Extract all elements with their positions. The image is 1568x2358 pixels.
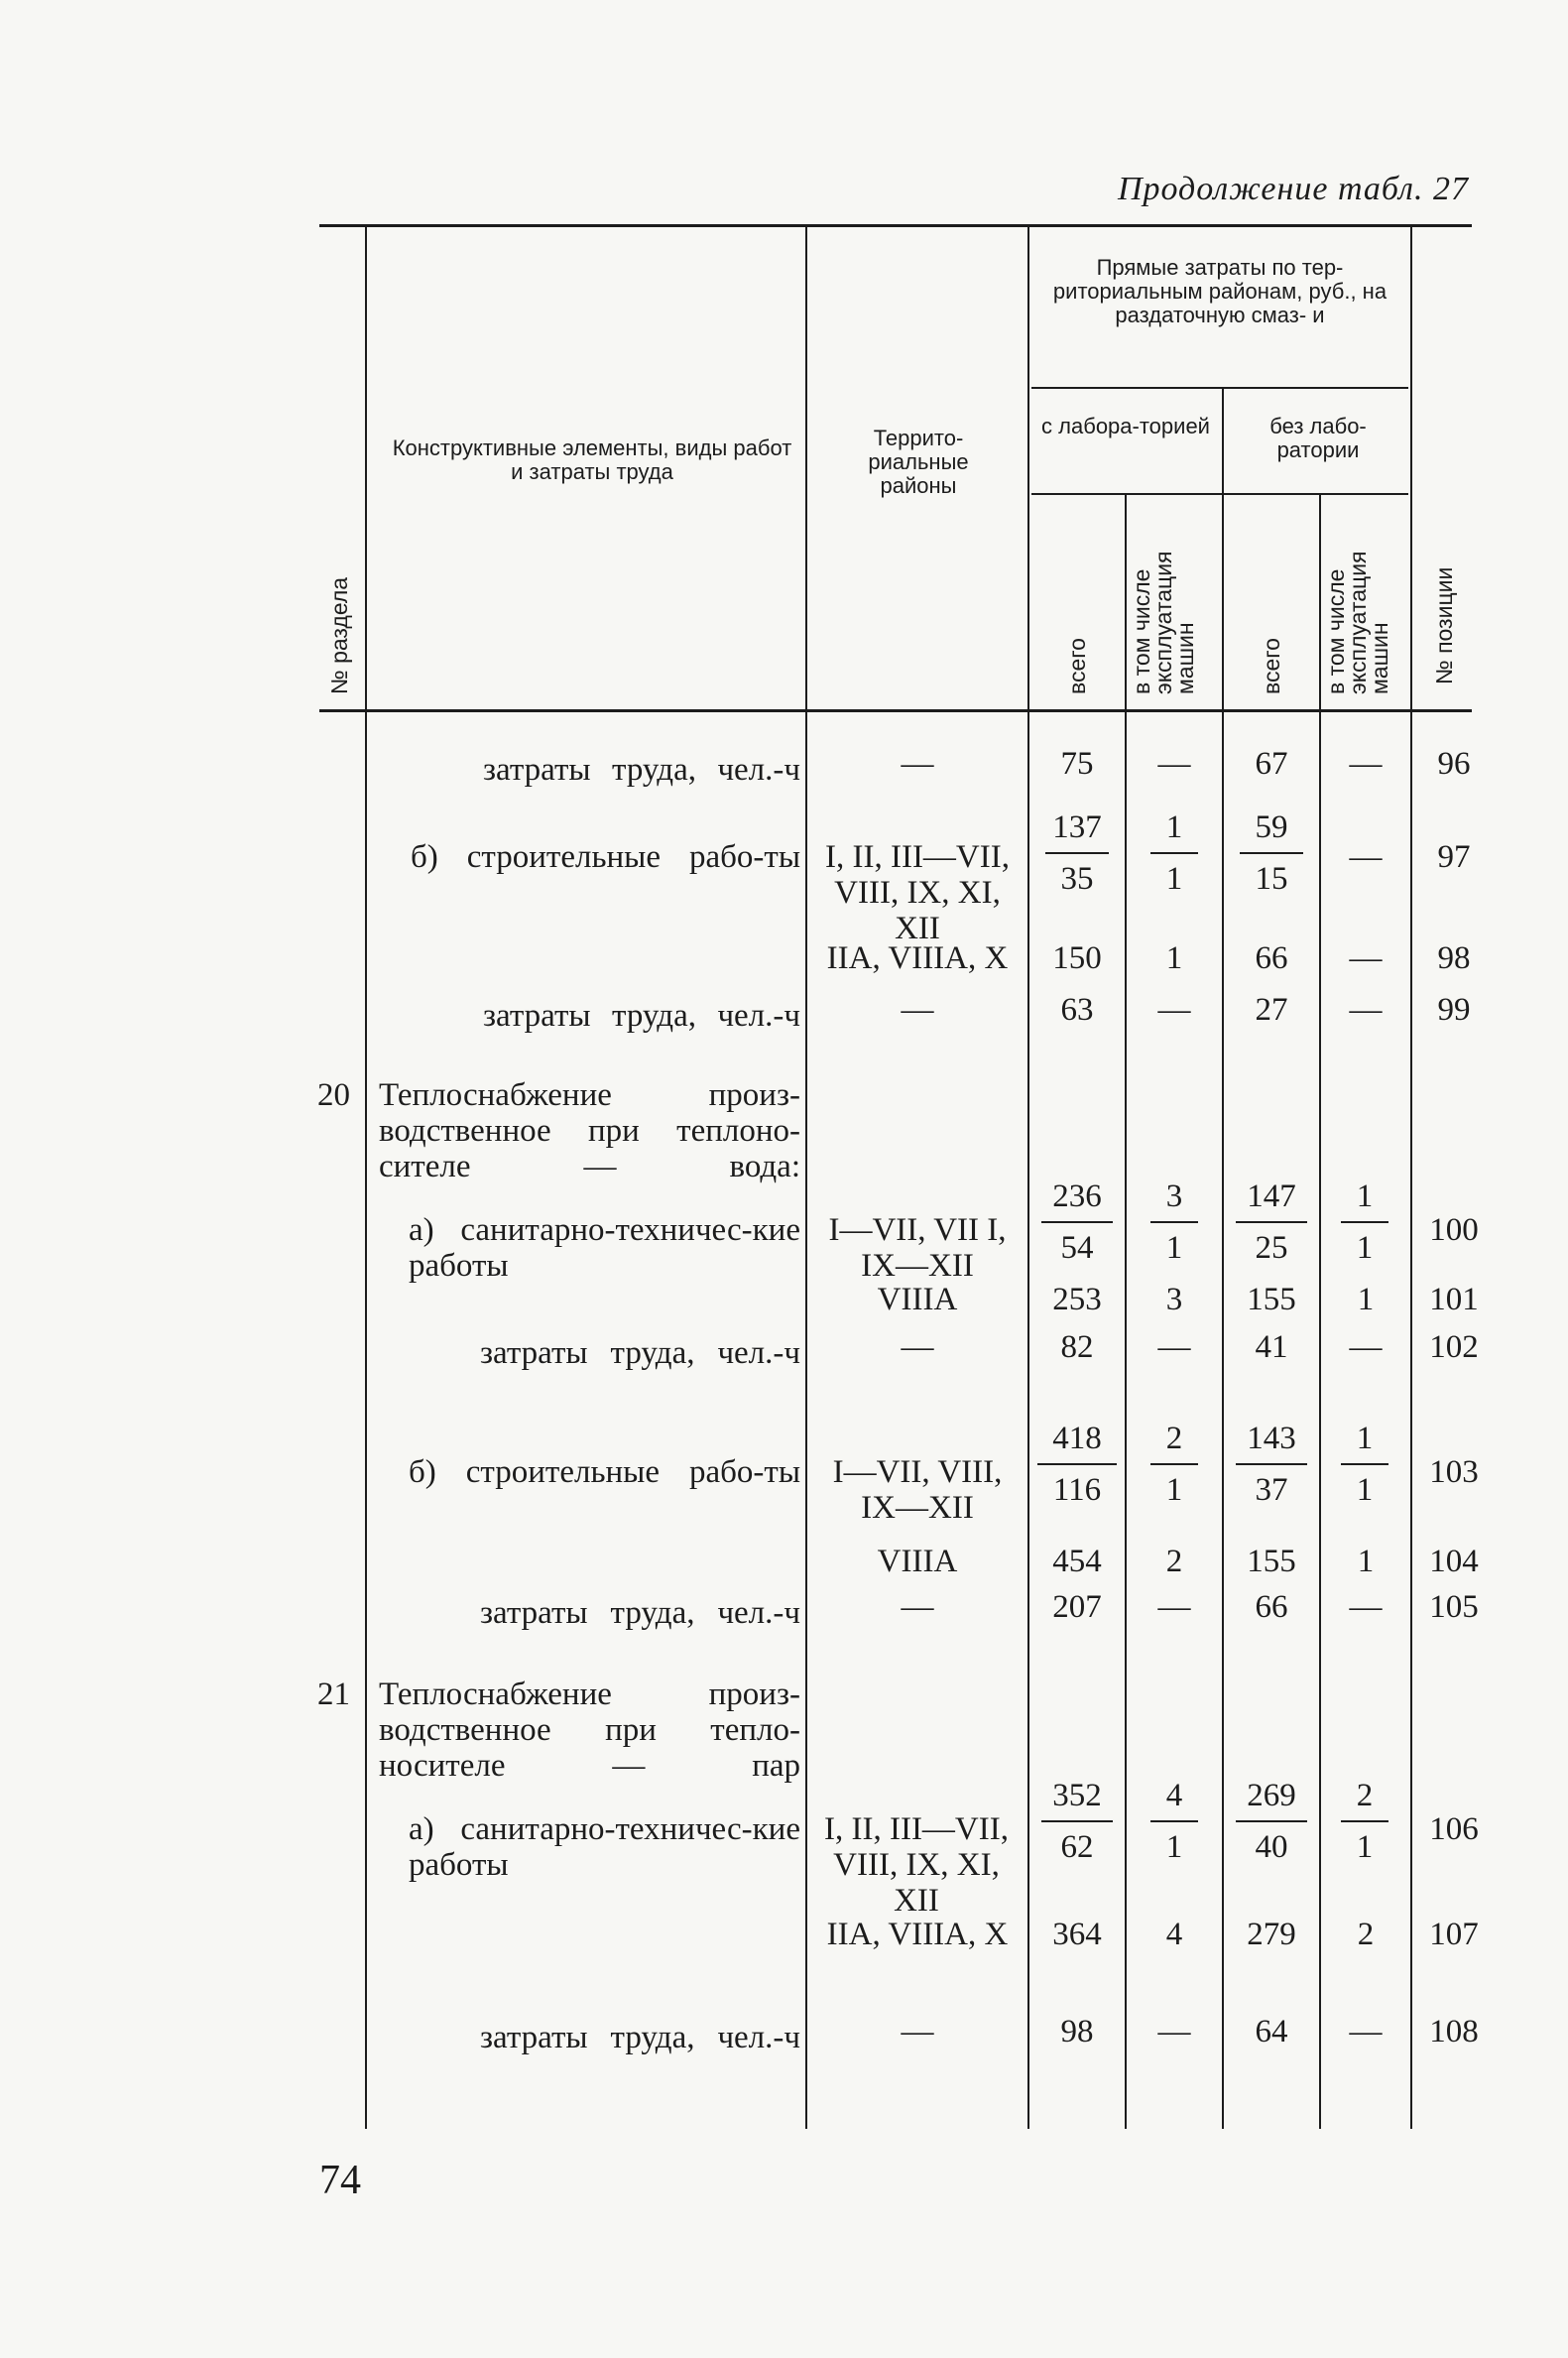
row-96-v2: — (1157, 746, 1191, 782)
row-105-region: — (901, 1589, 934, 1625)
row-98-v3: 66 (1255, 940, 1288, 976)
row-101-v4: 1 (1357, 1282, 1375, 1317)
row-107-pos: 107 (1429, 1917, 1479, 1952)
section-20-number: 20 (317, 1077, 350, 1113)
row-102-v2: — (1157, 1329, 1191, 1365)
col-rule-3 (1027, 224, 1029, 2129)
row-102-pos: 102 (1429, 1329, 1479, 1365)
row-97-v2: $\frac{1}{1}$ (1150, 809, 1198, 897)
row-105-v1: 207 (1052, 1589, 1102, 1625)
row-106-v2: $\frac{4}{1}$ (1150, 1778, 1198, 1865)
row-102-v4: — (1349, 1329, 1383, 1365)
table-top-rule (319, 224, 1472, 227)
col-rule-5 (1222, 387, 1224, 2129)
header-direct-costs: Прямые затраты по тер-риториальным районам, руб., на раздаточную смаз- и (1052, 255, 1387, 327)
row-100-v3: $\frac{147}{25}$ (1236, 1179, 1307, 1266)
row-101-v3: 155 (1247, 1282, 1296, 1317)
row-108-v3: 64 (1255, 2014, 1288, 2049)
row-108-v4: — (1349, 2014, 1383, 2049)
row-96-pos: 96 (1437, 746, 1471, 782)
row-98-v2: 1 (1165, 940, 1183, 976)
row-106-v1: $\frac{352}{62}$ (1041, 1778, 1113, 1865)
row-105-v2: — (1157, 1589, 1191, 1625)
header-total-with-lab: всего (1064, 638, 1090, 694)
row-104-v3: 155 (1247, 1544, 1296, 1579)
row-98-v1: 150 (1052, 940, 1102, 976)
header-total-without-lab: всего (1259, 638, 1284, 694)
row-104-pos: 104 (1429, 1544, 1479, 1579)
row-96-region: — (901, 746, 934, 782)
row-104-v1: 454 (1052, 1544, 1102, 1579)
row-103-text: б) строительные рабо-ты (409, 1454, 800, 1490)
header-regions: Террито-риальные районы (868, 426, 969, 498)
row-100-region: I—VII, VII I, IX—XII (828, 1212, 1007, 1284)
row-101-region: VIIIA (877, 1282, 958, 1317)
row-102-region: — (901, 1329, 934, 1365)
row-100-pos: 100 (1429, 1212, 1479, 1248)
row-105-v4: — (1349, 1589, 1383, 1625)
lab-subheader-rule (1031, 493, 1408, 495)
row-106-region: I, II, III—VII, VIII, IX, XI, XII (824, 1811, 1009, 1919)
row-105-v3: 66 (1255, 1589, 1288, 1625)
row-104-region: VIIIA (877, 1544, 958, 1579)
row-98-pos: 98 (1437, 940, 1471, 976)
row-108-text: затраты труда, чел.-ч (480, 2020, 800, 2055)
row-98-region: IIA, VIIIA, X (826, 940, 1009, 976)
row-97-region: I, II, III—VII, VIII, IX, XI, XII (825, 839, 1010, 946)
header-machines-with-lab: в том числе эксплуатация машин (1129, 551, 1198, 694)
row-103-v2: $\frac{2}{1}$ (1150, 1421, 1198, 1508)
row-97-v3: $\frac{59}{15}$ (1240, 809, 1303, 897)
row-102-text: затраты труда, чел.-ч (480, 1335, 800, 1371)
row-97-v4: — (1349, 839, 1383, 875)
row-103-region: I—VII, VIII, IX—XII (832, 1454, 1003, 1526)
row-102-v3: 41 (1255, 1329, 1288, 1365)
section-20-text: Теплоснабжение произ-водственное при теплоно-сителе — вода: (379, 1077, 800, 1184)
col-rule-7 (1410, 224, 1412, 2129)
row-107-v2: 4 (1165, 1917, 1183, 1952)
row-96-v1: 75 (1060, 746, 1094, 782)
table-caption: Продолжение табл. 27 (1117, 171, 1469, 207)
row-100-v2: $\frac{3}{1}$ (1150, 1179, 1198, 1266)
row-107-v3: 279 (1247, 1917, 1296, 1952)
row-102-v1: 82 (1060, 1329, 1094, 1365)
row-101-pos: 101 (1429, 1282, 1479, 1317)
row-106-text: а) санитарно-техничес-кие работы (409, 1811, 800, 1883)
row-106-v4: $\frac{2}{1}$ (1341, 1778, 1388, 1865)
page-number: 74 (319, 2158, 361, 2203)
section-21-text: Теплоснабжение произ-водственное при тепло-носителе — пар (379, 1676, 800, 1784)
row-108-pos: 108 (1429, 2014, 1479, 2049)
row-100-v1: $\frac{236}{54}$ (1041, 1179, 1113, 1266)
header-with-lab: с лабора-торией (1041, 414, 1210, 438)
header-without-lab: без лабо-ратории (1269, 414, 1367, 462)
row-99-v1: 63 (1060, 992, 1094, 1028)
col-rule-6 (1319, 493, 1321, 2129)
row-107-v1: 364 (1052, 1917, 1102, 1952)
row-99-v2: — (1157, 992, 1191, 1028)
header-section-no: № раздела (326, 576, 352, 694)
row-106-pos: 106 (1429, 1811, 1479, 1847)
row-99-pos: 99 (1437, 992, 1471, 1028)
row-96-text: затраты труда, чел.-ч (483, 752, 800, 788)
row-108-v2: — (1157, 2014, 1191, 2049)
row-108-v1: 98 (1060, 2014, 1094, 2049)
row-103-v3: $\frac{143}{37}$ (1236, 1421, 1307, 1508)
row-97-pos: 97 (1437, 839, 1471, 875)
row-105-text: затраты труда, чел.-ч (480, 1595, 800, 1631)
row-101-v2: 3 (1165, 1282, 1183, 1317)
row-108-region: — (901, 2014, 934, 2049)
row-99-region: — (901, 992, 934, 1028)
row-96-v4: — (1349, 746, 1383, 782)
row-96-v3: 67 (1255, 746, 1288, 782)
header-position-no: № позиции (1431, 566, 1457, 684)
row-106-v3: $\frac{269}{40}$ (1236, 1778, 1307, 1865)
header-bottom-rule (319, 709, 1472, 712)
row-100-v4: $\frac{1}{1}$ (1341, 1179, 1388, 1266)
row-104-v4: 1 (1357, 1544, 1375, 1579)
row-103-v4: $\frac{1}{1}$ (1341, 1421, 1388, 1508)
row-103-v1: $\frac{418}{116}$ (1037, 1421, 1117, 1508)
costs-subheader-rule (1031, 387, 1408, 389)
row-99-v3: 27 (1255, 992, 1288, 1028)
row-98-v4: — (1349, 940, 1383, 976)
row-100-text: а) санитарно-техничес-кие работы (409, 1212, 800, 1284)
row-99-text: затраты труда, чел.-ч (483, 998, 800, 1034)
row-97-v1: $\frac{137}{35}$ (1045, 809, 1109, 897)
section-21-number: 21 (317, 1676, 350, 1712)
row-99-v4: — (1349, 992, 1383, 1028)
header-elements: Конструктивные элементы, виды работ и затраты труда (392, 435, 792, 484)
row-97-text: б) строительные рабо-ты (411, 839, 800, 875)
row-101-v1: 253 (1052, 1282, 1102, 1317)
col-rule-1 (365, 224, 367, 2129)
col-rule-4 (1125, 493, 1127, 2129)
header-machines-without-lab: в том числе эксплуатация машин (1323, 551, 1392, 694)
row-107-region: IIA, VIIIA, X (826, 1917, 1009, 1952)
row-103-pos: 103 (1429, 1454, 1479, 1490)
row-105-pos: 105 (1429, 1589, 1479, 1625)
row-104-v2: 2 (1165, 1544, 1183, 1579)
row-107-v4: 2 (1357, 1917, 1375, 1952)
